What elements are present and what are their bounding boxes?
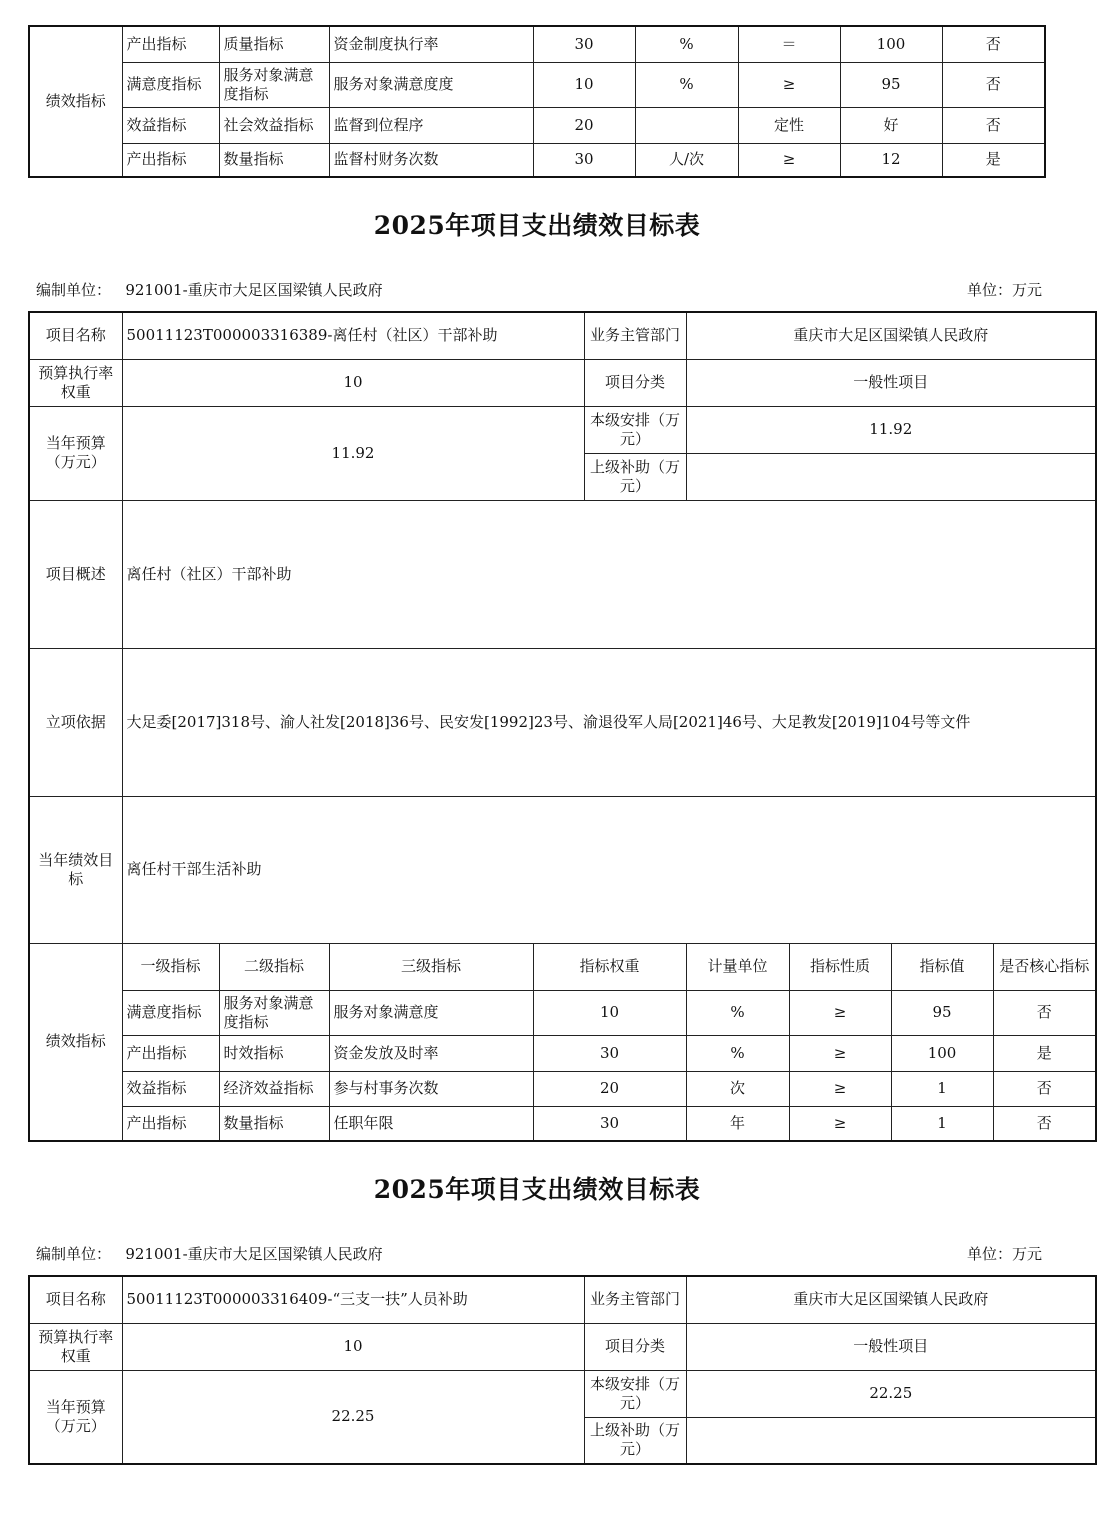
project-name: 50011123T000003316409-“三支一扶”人员补助 xyxy=(122,1276,584,1323)
cell: 产出指标 xyxy=(122,1106,219,1141)
form1-unit xyxy=(36,279,383,300)
cell: 质量指标 xyxy=(219,26,329,62)
cell: 否 xyxy=(993,990,1096,1035)
overview-label: 项目概述 xyxy=(29,500,122,648)
cell: ≥ xyxy=(789,1106,891,1141)
cell: 满意度指标 xyxy=(122,62,219,107)
cell: 好 xyxy=(840,107,942,143)
cell: 否 xyxy=(993,1071,1096,1106)
cell: 20 xyxy=(533,1071,686,1106)
cell: 30 xyxy=(533,143,635,177)
header-cell: 指标值 xyxy=(891,943,993,990)
weight-value: 10 xyxy=(122,1323,584,1370)
cell: 社会效益指标 xyxy=(219,107,329,143)
cell: ≥ xyxy=(738,62,840,107)
upper-value xyxy=(686,453,1096,500)
cell: 产出指标 xyxy=(122,1035,219,1071)
cell: 人/次 xyxy=(635,143,738,177)
cell: 30 xyxy=(533,1035,686,1071)
header-cell: 指标性质 xyxy=(789,943,891,990)
cell: ≥ xyxy=(789,1071,891,1106)
cell: ≥ xyxy=(789,1035,891,1071)
perf-section-label: 绩效指标 xyxy=(29,26,122,177)
local-value: 11.92 xyxy=(686,406,1096,453)
cell: 效益指标 xyxy=(122,107,219,143)
overview-value: 离任村（社区）干部补助 xyxy=(122,500,1096,648)
cell: 次 xyxy=(686,1071,789,1106)
category-label: 项目分类 xyxy=(584,1323,686,1370)
cell: 95 xyxy=(840,62,942,107)
cell: % xyxy=(686,1035,789,1071)
cell: 30 xyxy=(533,1106,686,1141)
header-cell: 指标权重 xyxy=(533,943,686,990)
cell: 数量指标 xyxy=(219,143,329,177)
form2-unit xyxy=(36,1243,383,1264)
form1-meta xyxy=(36,279,1042,300)
upper-value xyxy=(686,1417,1096,1464)
cell: 95 xyxy=(891,990,993,1035)
cell: 是 xyxy=(942,143,1045,177)
local-label: 本级安排（万元） xyxy=(584,406,686,453)
goal-value: 离任村干部生活补助 xyxy=(122,796,1096,943)
cell: 1 xyxy=(891,1071,993,1106)
currency-label: 单位：万元 xyxy=(966,281,1042,299)
goal-label: 当年绩效目标 xyxy=(29,796,122,943)
cell: 资金发放及时率 xyxy=(329,1035,533,1071)
budget-value: 22.25 xyxy=(122,1370,584,1464)
cell: 产出指标 xyxy=(122,26,219,62)
cell: 否 xyxy=(942,107,1045,143)
dept-label: 业务主管部门 xyxy=(584,312,686,359)
form1-table xyxy=(28,311,1097,1142)
category-label: 项目分类 xyxy=(584,359,686,406)
header-cell: 三级指标 xyxy=(329,943,533,990)
cell: 经济效益指标 xyxy=(219,1071,329,1106)
cell: 10 xyxy=(533,62,635,107)
cell: 监督村财务次数 xyxy=(329,143,533,177)
unit-label: 编制单位： xyxy=(36,1245,112,1263)
cell: 服务对象满意度指标 xyxy=(219,62,329,107)
weight-label: 预算执行率权重 xyxy=(29,359,122,406)
upper-label: 上级补助（万元） xyxy=(584,453,686,500)
upper-label: 上级补助（万元） xyxy=(584,1417,686,1464)
cell: 是 xyxy=(993,1035,1096,1071)
currency-label: 单位：万元 xyxy=(966,1245,1042,1263)
budget-label: 当年预算（万元） xyxy=(29,1370,122,1464)
project-name-label: 项目名称 xyxy=(29,312,122,359)
cell: 资金制度执行率 xyxy=(329,26,533,62)
cell: ≥ xyxy=(789,990,891,1035)
local-value: 22.25 xyxy=(686,1370,1096,1417)
cell: 效益指标 xyxy=(122,1071,219,1106)
cell: 12 xyxy=(840,143,942,177)
header-cell: 计量单位 xyxy=(686,943,789,990)
cell: ≥ xyxy=(738,143,840,177)
cell: % xyxy=(635,62,738,107)
basis-value: 大足委[2017]318号、渝人社发[2018]36号、民安发[1992]23号、渝退役军人局[2021]46号、大足教发[2019]104号等文件 xyxy=(122,648,1096,796)
cell: 1 xyxy=(891,1106,993,1141)
unit-label: 编制单位： xyxy=(36,281,112,299)
cell xyxy=(635,107,738,143)
cell: 参与村事务次数 xyxy=(329,1071,533,1106)
cell: 时效指标 xyxy=(219,1035,329,1071)
dept-value: 重庆市大足区国梁镇人民政府 xyxy=(686,1276,1096,1323)
form2-table xyxy=(28,1275,1097,1465)
cell: 30 xyxy=(533,26,635,62)
budget-label: 当年预算（万元） xyxy=(29,406,122,500)
cell: 年 xyxy=(686,1106,789,1141)
category-value: 一般性项目 xyxy=(686,359,1096,406)
weight-label: 预算执行率权重 xyxy=(29,1323,122,1370)
header-cell: 一级指标 xyxy=(122,943,219,990)
header-cell: 是否核心指标 xyxy=(993,943,1096,990)
cell: % xyxy=(635,26,738,62)
header-cell: 二级指标 xyxy=(219,943,329,990)
perf-section-label: 绩效指标 xyxy=(29,943,122,1141)
cell: 否 xyxy=(942,62,1045,107)
cell: 服务对象满意度指标 xyxy=(219,990,329,1035)
project-name: 50011123T000003316389-离任村（社区）干部补助 xyxy=(122,312,584,359)
form2-title: 2025年项目支出绩效目标表 xyxy=(373,1175,701,1204)
project-name-label: 项目名称 xyxy=(29,1276,122,1323)
cell: 产出指标 xyxy=(122,143,219,177)
form1-title: 2025年项目支出绩效目标表 xyxy=(373,211,701,240)
cell: 定性 xyxy=(738,107,840,143)
cell: 否 xyxy=(942,26,1045,62)
cell: 10 xyxy=(533,990,686,1035)
cell: 否 xyxy=(993,1106,1096,1141)
unit-value: 921001-重庆市大足区国梁镇人民政府 xyxy=(125,1245,383,1263)
local-label: 本级安排（万元） xyxy=(584,1370,686,1417)
cell: % xyxy=(686,990,789,1035)
cell: 20 xyxy=(533,107,635,143)
cell: 服务对象满意度度 xyxy=(329,62,533,107)
cell: 100 xyxy=(840,26,942,62)
budget-value: 11.92 xyxy=(122,406,584,500)
cell: 服务对象满意度 xyxy=(329,990,533,1035)
cell: 满意度指标 xyxy=(122,990,219,1035)
cell: 任职年限 xyxy=(329,1106,533,1141)
weight-value: 10 xyxy=(122,359,584,406)
unit-value: 921001-重庆市大足区国梁镇人民政府 xyxy=(125,281,383,299)
dept-label: 业务主管部门 xyxy=(584,1276,686,1323)
category-value: 一般性项目 xyxy=(686,1323,1096,1370)
cell: 数量指标 xyxy=(219,1106,329,1141)
form2-meta xyxy=(36,1243,1042,1264)
cell: ＝ xyxy=(738,26,840,62)
dept-value: 重庆市大足区国梁镇人民政府 xyxy=(686,312,1096,359)
cell: 监督到位程序 xyxy=(329,107,533,143)
top-performance-table xyxy=(28,25,1046,178)
basis-label: 立项依据 xyxy=(29,648,122,796)
cell: 100 xyxy=(891,1035,993,1071)
